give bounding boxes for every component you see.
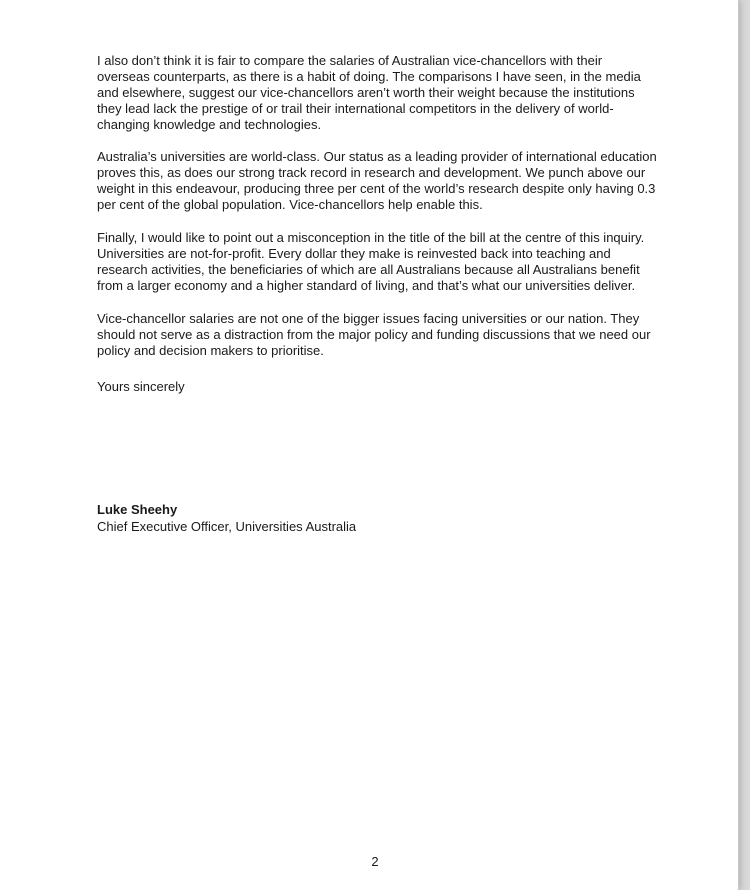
signer-name: Luke Sheehy xyxy=(97,502,178,517)
paragraph-vc-salary-comparison: I also don’t think it is fair to compare the salaries of Australian vice-chancellors with their overseas counterparts, as there is a habit of doing. The comparisons I have seen, in the media and elsewhere, suggest our vice-chancellors aren’t worth their weight because the institutions they lead lack the prestige of or trail their international competitors in the delivery of world-changing knowledge and technologies. xyxy=(97,53,641,132)
page-number: 2 xyxy=(371,854,379,869)
signer-title: Chief Executive Officer, Universities Australia xyxy=(97,519,357,534)
closing-salutation: Yours sincerely xyxy=(97,379,185,394)
paragraph-world-class-universities: Australia’s universities are world-class. Our status as a leading provider of international education proves this, as does our strong track record in research and development. We punch above our weight in this endeavour, producing three per cent of the world’s research despite only having 0.3 per cent of the global population. Vice-chancellors help enable this. xyxy=(97,149,657,212)
paragraph-policy-priorities: Vice-chancellor salaries are not one of the bigger issues facing universities or our nation. They should not serve as a distraction from the major policy and funding discussions that we need our policy and decision makers to prioritise. xyxy=(97,311,651,358)
paragraph-not-for-profit: Finally, I would like to point out a misconception in the title of the bill at the centre of this inquiry. Universities are not-for-profit. Every dollar they make is reinvested back into teaching and research activities, the beneficiaries of which are all Australians because all Australians benefit from a larger economy and a higher standard of living, and that’s what our universities deliver. xyxy=(97,230,645,293)
